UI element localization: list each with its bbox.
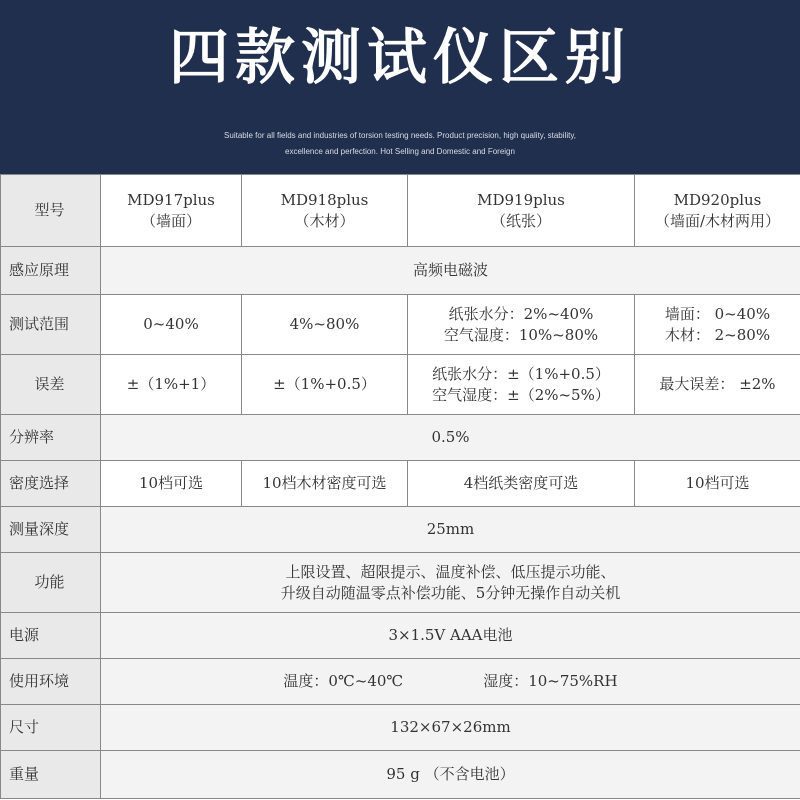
label-model: 型号	[1, 175, 101, 247]
environment-value	[101, 659, 800, 705]
range-wood: 木材： 2~80%	[664, 325, 771, 344]
model-name-1: MD917plus	[127, 190, 215, 209]
resolution-value: 0.5%	[101, 415, 800, 461]
label-principle: 感应原理	[1, 247, 101, 295]
error-cell-2: ±（1%+0.5）	[242, 355, 408, 415]
row-power	[1, 613, 800, 659]
model-cell-4	[635, 175, 800, 247]
error-cell-4: 最大误差： ±2%	[635, 355, 800, 415]
density-cell-1: 10档可选	[101, 461, 242, 507]
range-cell-1: 0~40%	[101, 295, 242, 355]
label-size: 尺寸	[1, 705, 101, 751]
model-name-4: MD920plus	[673, 190, 762, 209]
label-depth: 测量深度	[1, 507, 101, 553]
model-name-3: MD919plus	[477, 190, 565, 209]
model-sub-3: （纸张）	[490, 211, 551, 230]
model-cell-1	[101, 175, 242, 247]
header-banner	[0, 0, 800, 174]
row-size	[1, 705, 800, 751]
label-resolution: 分辨率	[1, 415, 101, 461]
model-name-2: MD918plus	[280, 190, 369, 209]
model-cell-3	[408, 175, 635, 247]
principle-value: 高频电磁波	[101, 247, 800, 295]
row-error	[1, 355, 800, 415]
label-density: 密度选择	[1, 461, 101, 507]
range-wall: 墙面： 0~40%	[664, 304, 771, 323]
range-cell-4	[635, 295, 800, 355]
subtitle-line-1: Suitable for all fields and industries of torsion testing needs. Product precision, high quality, stability,	[224, 131, 576, 140]
label-error: 误差	[1, 355, 101, 415]
depth-value: 25mm	[101, 507, 800, 553]
label-function: 功能	[1, 553, 101, 613]
environment-humidity: 湿度：10~75%RH	[483, 672, 618, 690]
subtitle	[0, 128, 800, 160]
row-resolution	[1, 415, 800, 461]
row-depth	[1, 507, 800, 553]
size-value: 132×67×26mm	[101, 705, 800, 751]
subtitle-line-2: excellence and perfection. Hot Selling and Domestic and Foreign	[285, 147, 515, 156]
row-environment	[1, 659, 800, 705]
error-air: 空气湿度：±（2%~5%）	[432, 385, 610, 404]
range-air: 空气湿度：10%~80%	[443, 325, 599, 344]
density-cell-3: 4档纸类密度可选	[408, 461, 635, 507]
row-range	[1, 295, 800, 355]
label-power: 电源	[1, 613, 101, 659]
page-title: 四款测试仪区别	[169, 23, 631, 93]
model-sub-1: （墙面）	[140, 211, 201, 230]
row-weight	[1, 751, 800, 799]
density-cell-4: 10档可选	[635, 461, 800, 507]
weight-value: 95 g （不含电池）	[101, 751, 800, 799]
model-cell-2	[242, 175, 408, 247]
row-model	[1, 175, 800, 247]
power-value: 3×1.5V AAA电池	[101, 613, 800, 659]
spec-comparison-table	[0, 174, 800, 799]
function-value	[101, 553, 800, 613]
error-cell-1: ±（1%+1）	[101, 355, 242, 415]
error-cell-3	[408, 355, 635, 415]
model-sub-4: （墙面/木材两用）	[654, 211, 781, 230]
row-principle	[1, 247, 800, 295]
range-cell-2: 4%~80%	[242, 295, 408, 355]
function-line-2: 升级自动随温零点补偿功能、5分钟无操作自动关机	[280, 583, 621, 602]
function-line-1: 上限设置、超限提示、温度补偿、低压提示功能、	[285, 562, 616, 581]
range-paper: 纸张水分：2%~40%	[448, 304, 594, 323]
range-cell-3	[408, 295, 635, 355]
label-range: 测试范围	[1, 295, 101, 355]
model-sub-2: （木材）	[294, 211, 355, 230]
row-density	[1, 461, 800, 507]
error-paper: 纸张水分：±（1%+0.5）	[432, 364, 610, 383]
environment-temp: 温度：0℃~40℃	[283, 672, 404, 690]
label-environment: 使用环境	[1, 659, 101, 705]
row-function	[1, 553, 800, 613]
density-cell-2: 10档木材密度可选	[242, 461, 408, 507]
label-weight: 重量	[1, 751, 101, 799]
